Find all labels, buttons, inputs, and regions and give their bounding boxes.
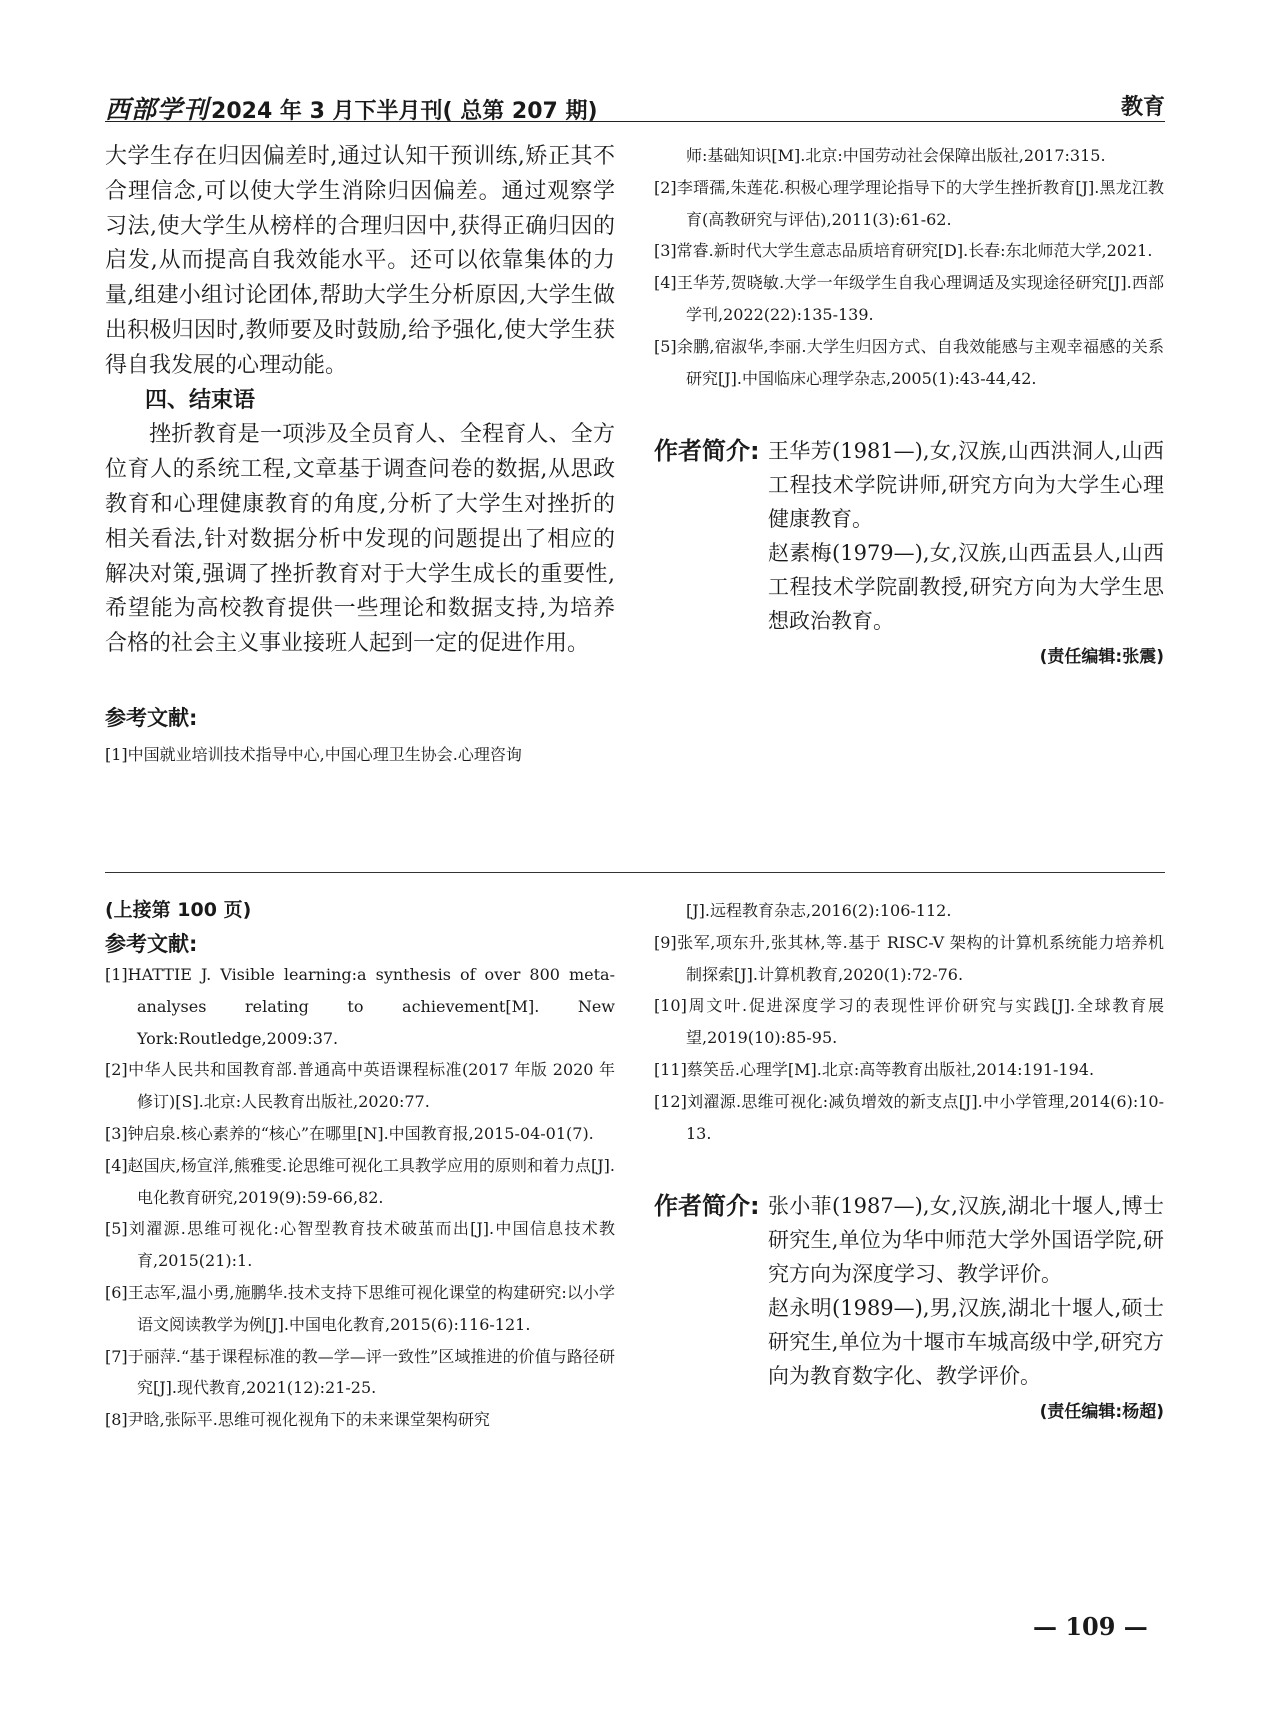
bottom-left-column bbox=[105, 895, 615, 1436]
reference-item: [3]钟启泉.核心素养的“核心”在哪里[N].中国教育报,2015-04-01(7). bbox=[105, 1123, 594, 1143]
references-title: 参考文献: bbox=[105, 932, 198, 956]
reference-item: [5]余鹏,宿淑华,李丽.大学生归因方式、自我效能感与主观幸福感的关系研究[J].中国临床心理学杂志,2005(1):43-44,42. bbox=[654, 336, 1164, 388]
article-divider bbox=[105, 872, 1165, 873]
section-name: 教育 bbox=[1120, 95, 1165, 120]
top-left-column bbox=[105, 140, 615, 771]
author-bio bbox=[654, 1189, 1164, 1393]
reference-item: [4]赵国庆,杨宣洋,熊雅雯.论思维可视化工具教学应用的原则和着力点[J].电化教育研究,2019(9):59-66,82. bbox=[105, 1155, 615, 1207]
author-bio bbox=[654, 434, 1164, 638]
responsible-editor: (责任编辑:张震) bbox=[1039, 647, 1164, 668]
author-bio-text: 赵永明(1989—),男,汉族,湖北十堰人,硕士研究生,单位为十堰市车城高级中学,研究方向为教育数字化、教学评价。 bbox=[768, 1296, 1164, 1389]
page-number: — 109 — bbox=[1033, 1612, 1148, 1641]
reference-item: [1]中国就业培训技术指导中心,中国心理卫生协会.心理咨询 bbox=[105, 744, 522, 764]
top-right-column bbox=[654, 140, 1164, 672]
reference-item: [10]周文叶.促进深度学习的表现性评价研究与实践[J].全球教育展望,2019(10):85-95. bbox=[654, 996, 1164, 1048]
responsible-editor: (责任编辑:杨超) bbox=[1039, 1402, 1164, 1423]
author-bio-text: 张小菲(1987—),女,汉族,湖北十堰人,博士研究生,单位为华中师范大学外国语学院,研究方向为深度学习、教学评价。 bbox=[768, 1194, 1164, 1287]
continued-note: (上接第 100 页) bbox=[105, 899, 252, 921]
reference-item: [12]刘濯源.思维可视化:减负增效的新支点[J].中小学管理,2014(6):10-13. bbox=[654, 1091, 1164, 1143]
body-paragraph: 挫折教育是一项涉及全员育人、全程育人、全方位育人的系统工程,文章基于调查问卷的数据,从思政教育和心理健康教育的角度,分析了大学生对挫折的相关看法,针对数据分析中发现的问题提出了相应的解决对策,强调了挫折教育对于大学生成长的重要性,希望能为高校教育提供一些理论和数据支持,为培养合格的社会主义事业接班人起到一定的促进作用。 bbox=[105, 422, 615, 657]
section-heading: 四、结束语 bbox=[145, 387, 256, 413]
body-paragraph: 大学生存在归因偏差时,通过认知干预训练,矫正其不合理信念,可以使大学生消除归因偏差。通过观察学习法,使大学生从榜样的合理归因中,获得正确归因的启发,从而提高自我效能水平。还可以依靠集体的力量,组建小组讨论团体,帮助大学生分析原因,大学生做出积极归因时,教师要及时鼓励,给予强化,使大学生获得自我发展的心理动能。 bbox=[105, 144, 615, 378]
reference-item: [8]尹晗,张际平.思维可视化视角下的未来课堂架构研究 bbox=[105, 1410, 490, 1430]
reference-item: [1]HATTIE J. Visible learning:a synthesis of over 800 meta-analyses relating to achievement[M]. New York:Routledge,2009:37. bbox=[105, 965, 615, 1048]
author-bio-label: 作者简介: bbox=[654, 437, 760, 466]
reference-item-continued: 师:基础知识[M].北京:中国劳动社会保障出版社,2017:315. bbox=[686, 146, 1106, 165]
reference-item-continued: [J].远程教育杂志,2016(2):106-112. bbox=[686, 901, 952, 920]
journal-logo: 西部学刊 bbox=[105, 95, 210, 124]
reference-item: [6]王志军,温小勇,施鹏华.技术支持下思维可视化课堂的构建研究:以小学语文阅读教学为例[J].中国电化教育,2015(6):116-121. bbox=[105, 1282, 615, 1334]
reference-item: [11]蔡笑岳.心理学[M].北京:高等教育出版社,2014:191-194. bbox=[654, 1059, 1095, 1079]
author-bio-text: 赵素梅(1979—),女,汉族,山西盂县人,山西工程技术学院副教授,研究方向为大学生思想政治教育。 bbox=[768, 541, 1164, 634]
reference-item: [7]于丽萍.“基于课程标准的教—学—评一致性”区域推进的价值与路径研究[J].现代教育,2021(12):21-25. bbox=[105, 1346, 615, 1398]
reference-item: [5]刘濯源.思维可视化:心智型教育技术破茧而出[J].中国信息技术教育,2015(21):1. bbox=[105, 1219, 615, 1271]
header-rule bbox=[105, 121, 1165, 122]
reference-item: [2]中华人民共和国教育部.普通高中英语课程标准(2017 年版 2020 年修订)[S].北京:人民教育出版社,2020:77. bbox=[105, 1060, 615, 1112]
running-header bbox=[105, 86, 1165, 122]
reference-item: [4]王华芳,贺晓敏.大学一年级学生自我心理调适及实现途径研究[J].西部学刊,2022(22):135-139. bbox=[654, 273, 1164, 324]
reference-item: [2]李瑨孺,朱莲花.积极心理学理论指导下的大学生挫折教育[J].黑龙江教育(高教研究与评估),2011(3):61-62. bbox=[654, 177, 1164, 229]
reference-item: [3]常睿.新时代大学生意志品质培育研究[D].长春:东北师范大学,2021. bbox=[654, 241, 1153, 261]
author-bio-text: 王华芳(1981—),女,汉族,山西洪洞人,山西工程技术学院讲师,研究方向为大学生心理健康教育。 bbox=[768, 439, 1164, 532]
references-title: 参考文献: bbox=[105, 705, 198, 730]
author-bio-label: 作者简介: bbox=[654, 1192, 760, 1221]
reference-item: [9]张军,项东升,张其林,等.基于 RISC-V 架构的计算机系统能力培养机制探索[J].计算机教育,2020(1):72-76. bbox=[654, 932, 1164, 984]
issue-info: 2024 年 3 月下半月刊( 总第 207 期) bbox=[211, 99, 598, 124]
bottom-right-column bbox=[654, 895, 1164, 1427]
